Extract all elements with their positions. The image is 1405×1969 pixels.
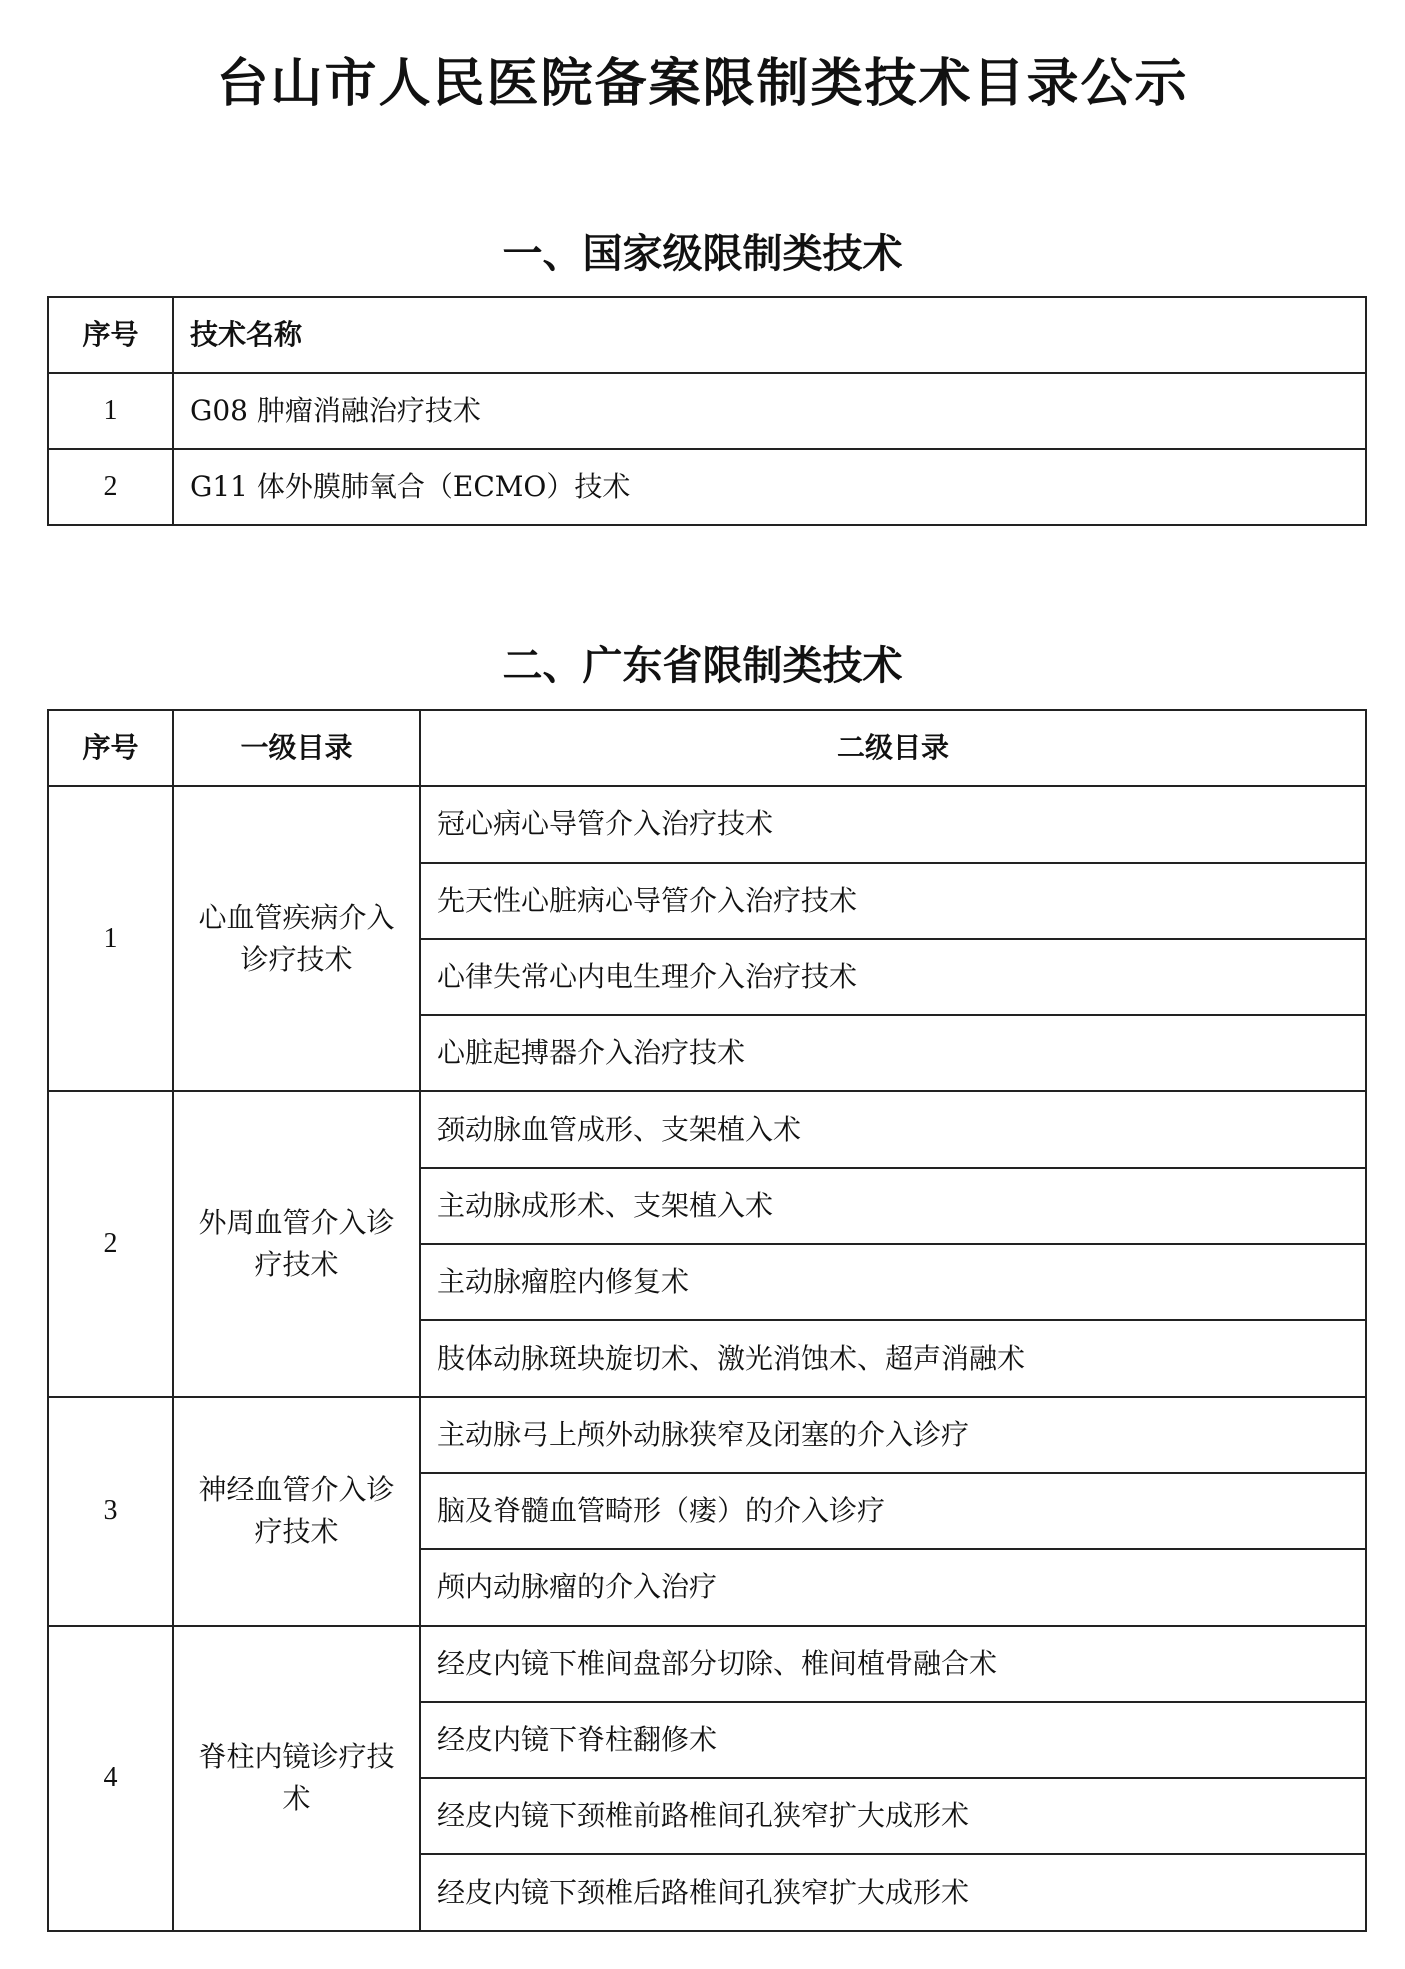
table-row <box>48 449 1366 525</box>
level2-item: 主动脉瘤腔内修复术 <box>420 1244 1366 1320</box>
table-row <box>48 786 1366 862</box>
row-index: 1 <box>48 373 173 449</box>
technology-name: G11 体外膜肺氧合（ECMO）技术 <box>173 449 1366 525</box>
level2-item: 主动脉成形术、支架植入术 <box>420 1168 1366 1244</box>
page-title: 台山市人民医院备案限制类技术目录公示 <box>216 54 1189 114</box>
table-row <box>48 1626 1366 1702</box>
level1-category: 神经血管介入诊疗技术 <box>173 1397 420 1626</box>
level2-item: 颅内动脉瘤的介入治疗 <box>420 1549 1366 1625</box>
column-header-level2: 二级目录 <box>420 710 1366 786</box>
section-title-provincial: 二、广东省限制类技术 <box>502 643 903 689</box>
level2-item: 心脏起搏器介入治疗技术 <box>420 1015 1366 1091</box>
level1-category: 外周血管介入诊疗技术 <box>173 1091 420 1396</box>
table-header-row <box>48 710 1366 786</box>
group-index: 1 <box>48 786 173 1091</box>
group-index: 4 <box>48 1626 173 1931</box>
column-header-name: 技术名称 <box>173 297 1366 373</box>
level2-item: 颈动脉血管成形、支架植入术 <box>420 1091 1366 1167</box>
level2-item: 肢体动脉斑块旋切术、激光消蚀术、超声消融术 <box>420 1320 1366 1396</box>
table-row <box>48 373 1366 449</box>
section-title-national: 一、国家级限制类技术 <box>502 231 903 277</box>
level2-item: 经皮内镜下颈椎前路椎间孔狭窄扩大成形术 <box>420 1778 1366 1854</box>
group-index: 2 <box>48 1091 173 1396</box>
row-index: 2 <box>48 449 173 525</box>
level2-item: 经皮内镜下颈椎后路椎间孔狭窄扩大成形术 <box>420 1854 1366 1930</box>
column-header-level1: 一级目录 <box>173 710 420 786</box>
level1-category: 脊柱内镜诊疗技术 <box>173 1626 420 1931</box>
level2-item: 经皮内镜下脊柱翻修术 <box>420 1702 1366 1778</box>
level2-item: 冠心病心导管介入治疗技术 <box>420 786 1366 862</box>
level2-item: 经皮内镜下椎间盘部分切除、椎间植骨融合术 <box>420 1626 1366 1702</box>
technology-name: G08 肿瘤消融治疗技术 <box>173 373 1366 449</box>
table-header-row <box>48 297 1366 373</box>
column-header-index: 序号 <box>48 710 173 786</box>
group-index: 3 <box>48 1397 173 1626</box>
level2-item: 先天性心脏病心导管介入治疗技术 <box>420 863 1366 939</box>
level2-item: 心律失常心内电生理介入治疗技术 <box>420 939 1366 1015</box>
provincial-technology-table <box>47 709 1367 1932</box>
table-row <box>48 1091 1366 1167</box>
level2-item: 主动脉弓上颅外动脉狭窄及闭塞的介入诊疗 <box>420 1397 1366 1473</box>
column-header-index: 序号 <box>48 297 173 373</box>
table-row <box>48 1397 1366 1473</box>
national-technology-table <box>47 296 1367 526</box>
level2-item: 脑及脊髓血管畸形（瘘）的介入诊疗 <box>420 1473 1366 1549</box>
level1-category: 心血管疾病介入诊疗技术 <box>173 786 420 1091</box>
